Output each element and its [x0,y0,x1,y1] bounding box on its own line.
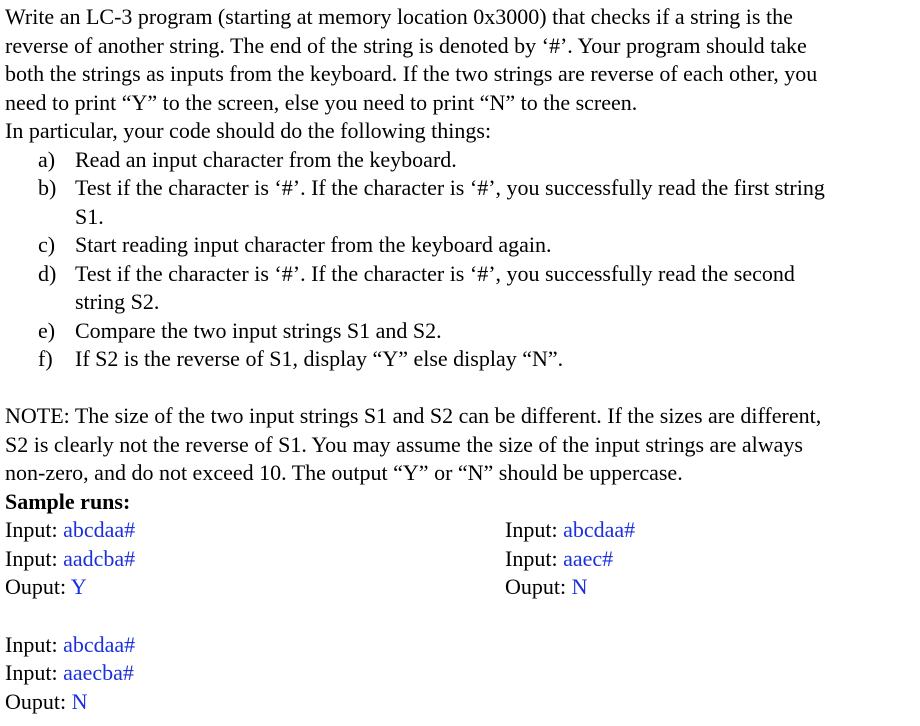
intro-paragraph [5,3,913,146]
list-item-text: Test if the character is ‘#’. If the character is ‘#’, you successfully read the first string [75,175,825,200]
list-item-text: Read an input character from the keyboard. [75,146,457,172]
intro-line: both the strings as inputs from the keyboard. If the two strings are reverse of each other, you [5,61,818,86]
list-marker: a) [38,146,56,172]
sample-runs-heading: Sample runs: [5,488,131,514]
list-item-continuation [5,288,913,317]
list-item-text: Test if the character is ‘#’. If the character is ‘#’, you successfully read the second [75,260,795,286]
run-input-line [5,545,135,574]
sample-run-2 [505,516,635,602]
input-label: Input: [505,545,564,571]
list-item-text: Compare the two input strings S1 and S2. [75,317,442,343]
intro-line: Write an LC-3 program (starting at memory location 0x3000) that checks if a string is the [5,4,793,29]
input-value: aaec# [563,545,614,571]
input-label: Input: [5,545,64,571]
note-paragraph [5,402,913,488]
intro-line: In particular, your code should do the following things: [5,118,492,143]
run-output-line [5,688,913,717]
spacer [5,374,913,403]
input-label: Input: [5,517,64,542]
sample-run-1 [5,516,135,602]
list-item [5,174,913,203]
input-label: Input: [5,631,64,657]
list-item [5,317,913,346]
output-value: Y [70,574,87,599]
list-marker: b) [38,175,57,200]
input-label: Input: [505,517,564,542]
output-label: Ouput: [5,688,72,714]
list-marker: e) [38,317,56,343]
input-label: Input: [5,660,64,685]
spacer [5,602,913,631]
input-value: abcdaa# [63,517,136,542]
sample-runs-row [5,516,913,602]
output-value: N [71,688,88,714]
input-value: abcdaa# [63,631,136,657]
note-line: NOTE: The size of the two input strings S1 and S2 can be different. If the sizes are different, [5,403,822,428]
list-item-text: Start reading input character from the keyboard again. [75,232,552,257]
list-marker: c) [38,232,56,257]
list-item-text: If S2 is the reverse of S1, display “Y” else display “N”. [75,346,564,371]
sample-run-3 [5,631,913,717]
intro-line: reverse of another string. The end of the string is denoted by ‘#’. Your program should take [5,32,807,58]
run-input-line [5,631,913,660]
problem-statement [5,3,913,716]
note-line: S2 is clearly not the reverse of S1. You may assume the size of the input strings are always [5,431,803,457]
intro-line: need to print “Y” to the screen, else you need to print “N” to the screen. [5,89,638,115]
list-item-text: S1. [75,203,104,229]
list-item-continuation [5,203,913,232]
input-value: aadcba# [63,545,136,571]
list-item [5,260,913,289]
list-item [5,231,913,260]
run-output-line [5,573,135,602]
output-value: N [571,574,588,599]
run-input-line [5,516,135,545]
list-item-text: string S2. [75,289,160,314]
list-marker: f) [38,346,53,371]
steps-list [5,146,913,374]
run-input-line [505,545,635,574]
input-value: aaecba# [63,660,134,685]
list-item [5,345,913,374]
note-line: non-zero, and do not exceed 10. The output “Y” or “N” should be uppercase. [5,460,683,485]
output-label: Ouput: [5,574,71,599]
list-item [5,146,913,175]
list-marker: d) [38,260,57,286]
output-label: Ouput: [505,574,572,599]
run-output-line [505,573,635,602]
run-input-line [5,659,913,688]
input-value: abcdaa# [563,517,636,542]
run-input-line [505,516,635,545]
